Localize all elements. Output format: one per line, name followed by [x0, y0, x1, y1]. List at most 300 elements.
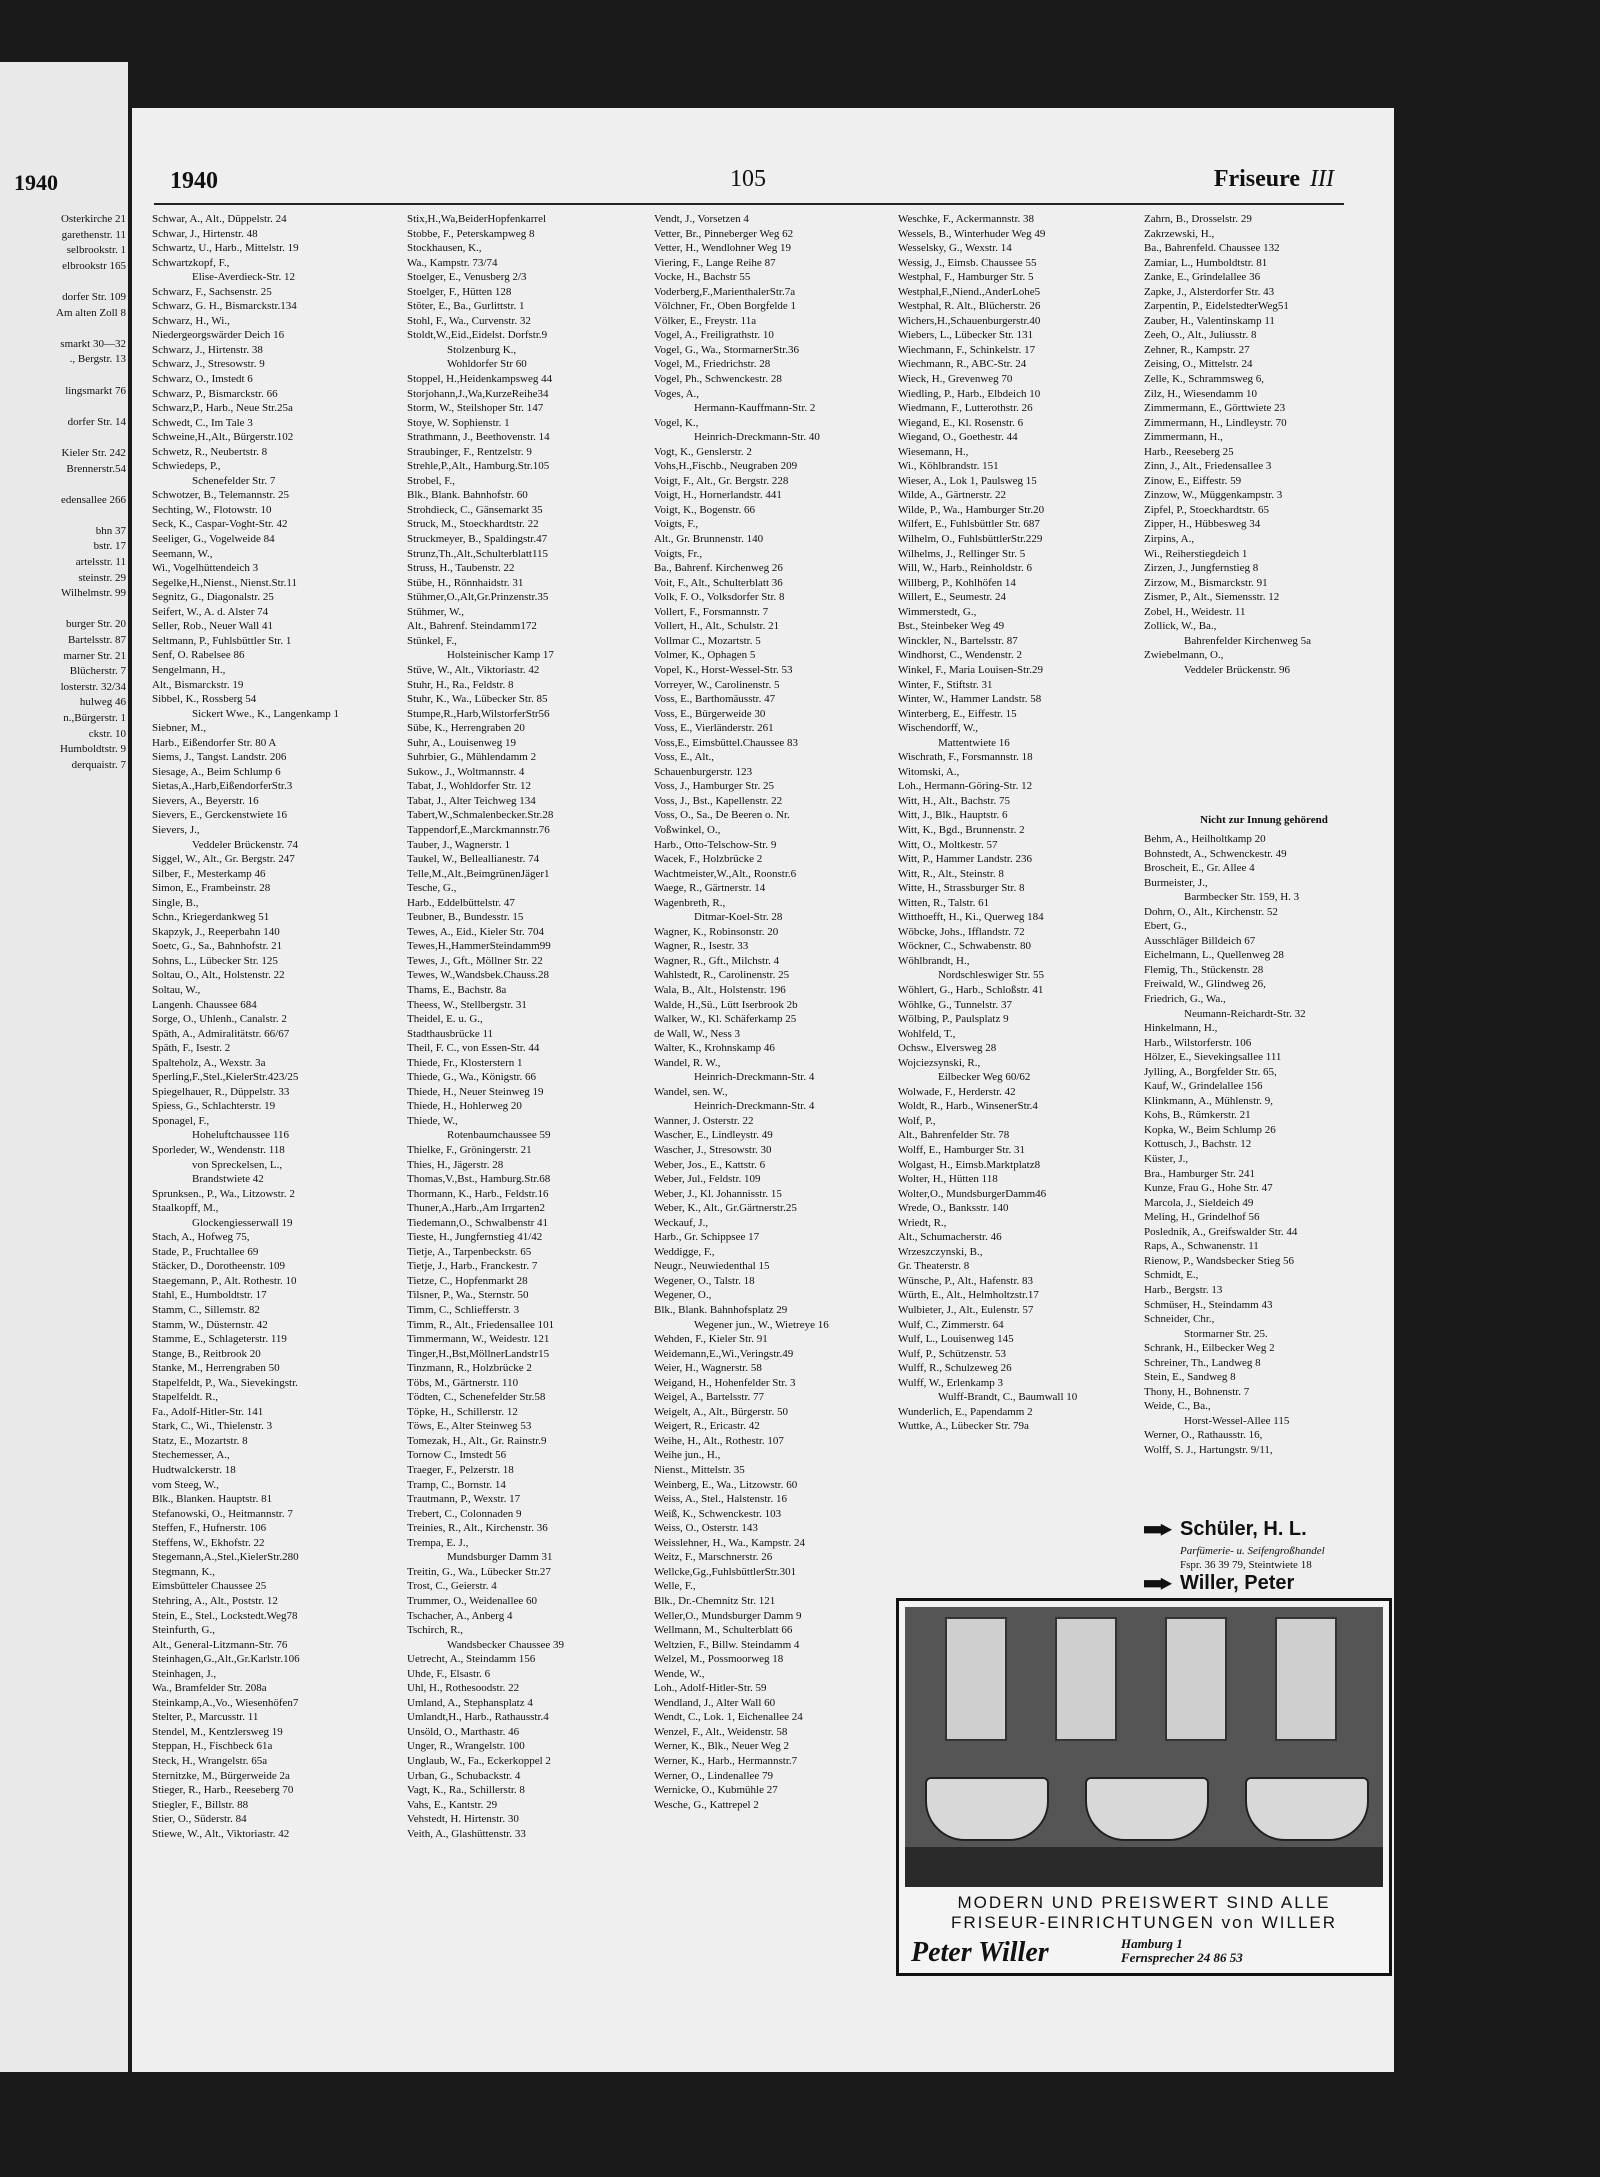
directory-entry: Behm, A., Heilholtkamp 20: [1144, 833, 1266, 845]
directory-entry: Winckler, N., Bartelsstr. 87: [898, 634, 1018, 647]
directory-entry: Eilbecker Weg 60/62: [938, 1071, 1031, 1084]
page-year: 1940: [170, 168, 218, 194]
directory-entry: Voigts, Fr.,: [654, 547, 703, 560]
directory-entry: Wiegand, O., Goethestr. 44: [898, 431, 1018, 444]
directory-entry: Thuner,A.,Harb.,Am Irrgarten2: [407, 1202, 546, 1215]
directory-entry: Weber, K., Alt., Gr.Gärtnerstr.25: [654, 1202, 797, 1215]
ad-phone: Fernsprecher 24 86 53: [1121, 1950, 1243, 1965]
directory-entry: Schwar, A., Alt., Düppelstr. 24: [152, 213, 287, 225]
directory-entry: Struss, H., Taubenstr. 22: [407, 562, 515, 575]
directory-entry: Schwarz, P., Bismarckstr. 66: [152, 387, 278, 400]
directory-entry: Stanke, M., Herrengraben 50: [152, 1362, 280, 1375]
directory-entry: Harb., Bergstr. 13: [1144, 1283, 1223, 1296]
directory-entry: Senf, O. Rabelsee 86: [152, 649, 245, 662]
directory-entry: Zinzow, W., Müggenkampstr. 3: [1144, 489, 1283, 502]
directory-entry: Tabat, J., Alter Teichweg 134: [407, 794, 536, 807]
directory-entry: Unglaub, W., Fa., Eckerkoppel 2: [407, 1754, 551, 1767]
directory-entry: Tödten, C., Schenefelder Str.58: [407, 1391, 546, 1404]
willer-name: Willer, Peter: [1180, 1572, 1295, 1594]
directory-entry: Thiede, Fr., Klosterstern 1: [407, 1056, 523, 1069]
directory-entry: Thomas,V.,Bst., Hamburg.Str.68: [407, 1173, 551, 1186]
directory-entry: Theil, F. C., von Essen-Str. 44: [407, 1042, 540, 1055]
directory-entry: Barmbecker Str. 159, H. 3: [1184, 891, 1300, 904]
directory-entry: Winter, W., Hammer Landstr. 58: [898, 693, 1042, 706]
directory-entry: Urban, G., Schubackstr. 4: [407, 1769, 521, 1782]
directory-entry: Sechting, W., Flotowstr. 10: [152, 503, 272, 516]
directory-entry: Stegmann, K.,: [152, 1565, 215, 1578]
directory-entry: Westphal,F.,Niend.,AnderLohe5: [898, 285, 1041, 298]
directory-entry: Alt., Gr. Brunnenstr. 140: [654, 533, 764, 546]
previous-page-entry: garethenstr. 11: [61, 228, 126, 241]
directory-entry: Zauber, H., Valentinskamp 11: [1144, 314, 1275, 327]
previous-page-entry: Humboldtstr. 9: [59, 743, 126, 756]
mirror-shape: [1165, 1617, 1227, 1741]
directory-entry: Wessig, J., Eimsb. Chaussee 55: [898, 256, 1037, 269]
directory-entry: Stübe, H., Rönnhaidstr. 31: [407, 576, 524, 589]
previous-page-entry: [2, 477, 126, 493]
directory-entry: Bohnstedt, A., Schwenckestr. 49: [1144, 847, 1287, 860]
directory-entry: Veith, A., Glashüttenstr. 33: [407, 1827, 526, 1840]
previous-page-entry: ., Bergstr. 13: [69, 353, 126, 366]
directory-entry: Hudtwalckerstr. 18: [152, 1464, 236, 1477]
directory-entry: Wieser, A., Lok 1, Paulsweg 15: [898, 474, 1037, 487]
directory-entry: Ba., Bahrenfeld. Chaussee 132: [1144, 242, 1280, 255]
directory-entry: Vogel, G., Wa., StormarnerStr.36: [654, 343, 800, 356]
mirror-shape: [1275, 1617, 1337, 1741]
directory-entry: Weber, J., Kl. Johannisstr. 15: [654, 1187, 782, 1200]
directory-entry: Zapke, J., Alsterdorfer Str. 43: [1144, 285, 1275, 298]
directory-entry: Stuhr, K., Wa., Lübecker Str. 85: [407, 693, 548, 706]
directory-entry: Walter, K., Krohnskamp 46: [654, 1042, 775, 1055]
directory-entry: Blk., Blank. Bahnhofstr. 60: [407, 489, 528, 502]
directory-entry: Wiesemann, H.,: [898, 445, 969, 458]
directory-entry: Stark, C., Wi., Thielenstr. 3: [152, 1420, 273, 1433]
non-guild-heading: Nicht zur Innung gehörend: [1200, 814, 1328, 826]
directory-entry: Walde, H.,Sü., Lütt Iserbrook 2b: [654, 998, 798, 1011]
directory-entry: Trautmann, P., Wexstr. 17: [407, 1493, 521, 1506]
directory-entry: Steinfurth, G.,: [152, 1624, 215, 1637]
directory-entry: Jylling, A., Borgfelder Str. 65,: [1144, 1065, 1277, 1078]
previous-page-entry: n.,Bürgerstr. 1: [63, 712, 126, 724]
directory-entry: Bahrenfelder Kirchenweg 5a: [1184, 634, 1312, 647]
directory-entry: Wohldorfer Str 60: [447, 358, 527, 371]
directory-entry: Zimmermann, H.,: [1144, 431, 1223, 444]
directory-entry: Würth, E., Alt., Helmholtzstr.17: [898, 1289, 1039, 1302]
directory-entry: Ochsw., Elversweg 28: [898, 1042, 997, 1055]
directory-entry: Wagner, R., Isestr. 33: [654, 940, 749, 953]
directory-entry: Schwarz, O., Imstedt 6: [152, 373, 253, 386]
previous-page-entry: edensallee 266: [60, 493, 126, 506]
directory-entry: Stolzenburg K.,: [447, 343, 517, 356]
directory-entry: Stünkel, F.,: [407, 634, 457, 647]
directory-entry: Will, W., Harb., Reinholdstr. 6: [898, 562, 1032, 575]
directory-entry: Stelter, P., Marcusstr. 11: [152, 1711, 259, 1724]
directory-entry: Wolff, E., Hamburger Str. 31: [898, 1144, 1026, 1156]
directory-entry: Steck, H., Wrangelstr. 65a: [152, 1754, 268, 1767]
directory-entry: Völchner, Fr., Oben Borgfelde 1: [654, 300, 797, 313]
directory-entry: Werner, O., Rathausstr. 16,: [1144, 1429, 1263, 1442]
directory-entry: Harb., Eißendorfer Str. 80 A: [152, 736, 277, 749]
directory-entry: Kohs, B., Rümkerstr. 21: [1144, 1109, 1251, 1122]
previous-page-entry: Kieler Str. 242: [61, 446, 126, 459]
directory-entry: Wagner, R., Gft., Milchstr. 4: [654, 954, 780, 967]
directory-entry: Töpke, H., Schillerstr. 12: [407, 1405, 518, 1418]
page-number: 105: [730, 166, 766, 192]
directory-entry: Willberg, P., Kohlhöfen 14: [898, 576, 1016, 589]
directory-entry: Seck, K., Caspar-Voght-Str. 42: [152, 518, 288, 531]
previous-page-entry: bhn 37: [95, 524, 126, 537]
directory-entry: Wehden, F., Kieler Str. 91: [654, 1333, 768, 1346]
directory-entry: Stier, O., Süderstr. 84: [152, 1813, 247, 1826]
directory-entry: Stockhausen, K.,: [407, 242, 482, 255]
directory-entry: Wolgast, H., Eimsb.Marktplatz8: [898, 1158, 1041, 1171]
previous-page-entry: [2, 430, 126, 446]
directory-entry: Zimmermann, H., Lindleystr. 70: [1144, 416, 1287, 429]
previous-page-entry: smarkt 30—32: [60, 337, 126, 350]
directory-entry: Tornow C., Imstedt 56: [407, 1449, 507, 1462]
directory-entry: Wichers,H.,Schauenburgerstr.40: [898, 314, 1041, 327]
wash-basin-shape: [1085, 1777, 1209, 1841]
directory-entry: Thams, E., Bachstr. 8a: [407, 983, 507, 996]
directory-entry: Wöhlke, G., Tunnelstr. 37: [898, 998, 1012, 1011]
directory-entry: Wischrath, F., Forsmannstr. 18: [898, 751, 1033, 764]
directory-entry: Zirzow, M., Bismarckstr. 91: [1144, 576, 1268, 589]
directory-entry: Stoppel, H.,Heidenkampsweg 44: [407, 373, 553, 386]
directory-entry: Harb., Eddelbüttelstr. 47: [407, 896, 515, 909]
directory-entry: Schwartzkopf, F.,: [152, 256, 230, 269]
directory-entry: Tesche, G.,: [407, 882, 457, 895]
directory-entry: Wulf, L., Louisenweg 145: [898, 1333, 1014, 1346]
previous-page-entry: selbrookstr. 1: [66, 244, 126, 257]
directory-entry: Völker, E., Freystr. 11a: [654, 314, 757, 327]
directory-entry: Welle, F.,: [654, 1580, 696, 1593]
directory-entry: Weber, Jul., Feldstr. 109: [654, 1173, 761, 1186]
directory-entry: Stäcker, D., Dorotheenstr. 109: [152, 1260, 286, 1273]
directory-entry: Wagner, K., Robinsonstr. 20: [654, 925, 779, 938]
directory-entry: Harb., Gr. Schippsee 17: [654, 1231, 760, 1244]
directory-entry: Schwedt, C., Im Tale 3: [152, 416, 253, 429]
directory-entry: Brandstwiete 42: [192, 1173, 264, 1186]
directory-entry: Tappendorf,E.,Marckmannstr.76: [407, 823, 550, 836]
directory-entry: Blk., Blank. Bahnhofsplatz 29: [654, 1304, 788, 1317]
directory-entry: Sübe, K., Herrengraben 20: [407, 722, 525, 735]
directory-entry: Meling, H., Grindelhof 56: [1144, 1211, 1260, 1224]
directory-entry: Wascher, J., Stresowstr. 30: [654, 1144, 772, 1156]
directory-entry: Töws, E., Alter Steinweg 53: [407, 1420, 532, 1433]
directory-entry: Stix,H.,Wa,BeiderHopfenkarrel: [407, 213, 547, 225]
directory-entry: Winter, F., Stiftstr. 31: [898, 678, 993, 691]
directory-entry: Tiedemann,O., Schwalbenstr 41: [407, 1216, 549, 1229]
directory-entry: Unger, R., Wrangelstr. 100: [407, 1740, 525, 1753]
directory-entry: Tewes, J., Gft., Möllner Str. 22: [407, 954, 543, 967]
directory-page: [132, 108, 1394, 2072]
directory-entry: Sponagel, F.,: [152, 1114, 210, 1127]
directory-entry: Voss, E., Vierländerstr. 261: [654, 722, 774, 735]
directory-entry: Wrede, O., Banksstr. 140: [898, 1202, 1009, 1215]
directory-entry: Traeger, F., Pelzerstr. 18: [407, 1464, 514, 1477]
directory-entry: Voss, E., Bürgerweide 30: [654, 707, 766, 720]
directory-entry: Vocke, H., Bachstr 55: [654, 271, 751, 284]
directory-entry: Voss, J., Bst., Kapellenstr. 22: [654, 794, 783, 807]
directory-entry: Taukel, W., Belleallianestr. 74: [407, 853, 540, 866]
column-5-non-guild: [1144, 832, 1384, 1458]
directory-entry: Vorreyer, W., Carolinenstr. 5: [654, 678, 780, 691]
directory-entry: Straubinger, F., Rentzelstr. 9: [407, 445, 532, 458]
directory-entry: Zirzen, J., Jungfernstieg 8: [1144, 562, 1259, 575]
directory-entry: Tabert,W.,Schmalenbecker.Str.28: [407, 809, 554, 822]
directory-entry: Suhr, A., Louisenweg 19: [407, 736, 516, 749]
directory-entry: Alt., Bismarckstr. 19: [152, 678, 244, 691]
directory-entry: Zimmermann, E., Görttwiete 23: [1144, 402, 1286, 415]
directory-entry: Windhorst, C., Wendenstr. 2: [898, 649, 1023, 662]
ad-banner-line-2: FRISEUR-EINRICHTUNGEN von WILLER: [950, 1913, 1338, 1932]
directory-entry: Tilsner, P., Wa., Sternstr. 50: [407, 1289, 529, 1302]
directory-entry: Wala, B., Alt., Holstenstr. 196: [654, 983, 786, 996]
directory-entry: Schauenburgerstr. 123: [654, 765, 753, 778]
directory-entry: Uetrecht, A., Steindamm 156: [407, 1653, 536, 1666]
directory-entry: Vagt, K., Ra., Schillerstr. 8: [407, 1784, 525, 1797]
directory-entry: Sperling,F.,Stel.,KielerStr.423/25: [152, 1071, 299, 1084]
directory-entry: Volk, F. O., Volksdorfer Str. 8: [654, 591, 785, 604]
directory-entry: Uhde, F., Elsastr. 6: [407, 1667, 491, 1680]
directory-entry: Vehstedt, H. Hirtenstr. 30: [407, 1813, 519, 1826]
directory-entry: Harb., Reeseberg 25: [1144, 445, 1234, 458]
directory-entry: Sievers, J.,: [152, 823, 200, 836]
directory-entry: Stühmer,O.,Alt,Gr.Prinzenstr.35: [407, 591, 549, 604]
directory-entry: Stohl, F., Wa., Curvenstr. 32: [407, 314, 531, 327]
directory-entry: Stiewe, W., Alt., Viktoriastr. 42: [152, 1827, 290, 1840]
header-rule: [154, 203, 1344, 205]
directory-entry: Schwarz, G. H., Bismarckstr.134: [152, 300, 297, 313]
directory-entry: Strehle,P.,Alt., Hamburg.Str.105: [407, 460, 550, 473]
directory-entry: Weinberg, E., Wa., Litzowstr. 60: [654, 1478, 798, 1491]
column-2: [407, 212, 657, 1841]
section-name: Friseure: [1213, 166, 1301, 192]
directory-entry: Langenh. Chaussee 684: [152, 998, 257, 1011]
directory-entry: Wöhlert, G., Harb., Schloßstr. 41: [898, 983, 1044, 996]
directory-entry: Witomski, A.,: [898, 765, 960, 778]
directory-entry: Simon, E., Frambeinstr. 28: [152, 882, 271, 895]
column-1: [152, 212, 402, 1841]
willer-name-row: [1144, 1572, 1384, 1598]
directory-entry: Ebert, G.,: [1144, 920, 1187, 933]
directory-entry: Soltau, O., Alt., Holstenstr. 22: [152, 969, 285, 982]
directory-entry: Stapelfeldt. R.,: [152, 1391, 218, 1404]
directory-entry: Stuhr, H., Ra., Feldstr. 8: [407, 678, 514, 691]
directory-entry: Witt, P., Hammer Landstr. 236: [898, 853, 1032, 866]
directory-entry: Spiess, G., Schlachterstr. 19: [152, 1100, 276, 1113]
directory-entry: Veddeler Brückenstr. 96: [1184, 663, 1290, 676]
directory-entry: Wünsche, P., Alt., Hafenstr. 83: [898, 1274, 1034, 1287]
directory-entry: Fa., Adolf-Hitler-Str. 141: [152, 1405, 264, 1418]
directory-entry: Seeliger, G., Vogelweide 84: [152, 533, 275, 546]
directory-entry: Single, B.,: [152, 896, 199, 909]
directory-entry: Wendland, J., Alter Wall 60: [654, 1696, 776, 1709]
directory-entry: Stach, A., Hofweg 75,: [152, 1231, 250, 1244]
directory-entry: Zollick, W., Ba.,: [1144, 620, 1217, 633]
directory-entry: Telle,M.,Alt.,BeimgrünenJäger1: [407, 867, 550, 880]
directory-entry: Schwotzer, B., Telemannstr. 25: [152, 489, 289, 502]
directory-entry: Neugr., Neuwiedenthal 15: [654, 1260, 770, 1273]
directory-entry: Werner, K., Harb., Hermannstr.7: [654, 1754, 798, 1767]
directory-entry: Tinger,H.,Bst,MöllnerLandstr15: [407, 1347, 550, 1360]
previous-page-entry: losterstr. 32/34: [60, 680, 126, 693]
directory-entry: Wrzeszczynski, B.,: [898, 1245, 983, 1258]
directory-entry: Thies, H., Jägerstr. 28: [407, 1158, 504, 1171]
directory-entry: Voigt, K., Bogenstr. 66: [654, 503, 755, 516]
directory-entry: Steinhagen, J.,: [152, 1667, 217, 1680]
directory-entry: Wolwade, F., Herderstr. 42: [898, 1085, 1016, 1098]
directory-entry: Voit, F., Alt., Schulterblatt 36: [654, 576, 783, 589]
directory-entry: Nordschleswiger Str. 55: [938, 969, 1045, 982]
directory-entry: Voss,E., Eimsbüttel.Chaussee 83: [654, 736, 799, 749]
directory-entry: Küster, J.,: [1144, 1153, 1189, 1166]
directory-entry: Soltau, W.,: [152, 983, 201, 996]
directory-entry: Thiede, W.,: [407, 1114, 458, 1127]
directory-entry: Staegemann, P., Alt. Rothestr. 10: [152, 1274, 297, 1287]
directory-entry: Wegener, O., Talstr. 18: [654, 1274, 755, 1287]
directory-entry: Suhrbier, G., Mühlendamm 2: [407, 751, 537, 764]
directory-entry: Silber, F., Mesterkamp 46: [152, 867, 266, 880]
directory-entry: Zakrzewski, H.,: [1144, 227, 1215, 240]
directory-entry: Schrank, H., Eilbecker Weg 2: [1144, 1342, 1275, 1355]
directory-entry: Winkel, F., Maria Louisen-Str.29: [898, 663, 1044, 676]
directory-entry: Soetc, G., Sa., Bahnhofstr. 21: [152, 940, 283, 953]
directory-entry: Alt., Schumacherstr. 46: [898, 1231, 1002, 1244]
directory-entry: Stoldt,W.,Eid.,Eidelst. Dorfstr.9: [407, 329, 548, 342]
directory-entry: Siggel, W., Alt., Gr. Bergstr. 247: [152, 853, 295, 866]
directory-entry: Kopka, W., Beim Schlump 26: [1144, 1123, 1276, 1136]
directory-entry: Weidemann,E.,Wi.,Veringstr.49: [654, 1347, 794, 1360]
directory-entry: Voigt, F., Alt., Gr. Bergstr. 228: [654, 474, 789, 487]
directory-entry: Storjohann,J.,Wa,KurzeReihe34: [407, 387, 549, 400]
previous-page-entry: [2, 274, 126, 290]
directory-entry: Witt, J., Blk., Hauptstr. 6: [898, 809, 1008, 822]
pointing-hand-icon: [1144, 1578, 1172, 1590]
directory-entry: Weiss, O., Osterstr. 143: [654, 1522, 758, 1535]
directory-entry: Stobbe, F., Peterskampweg 8: [407, 227, 535, 240]
directory-entry: Ba., Bahrenf. Kirchenweg 26: [654, 562, 783, 575]
directory-entry: Bst., Steinbeker Weg 49: [898, 620, 1005, 633]
directory-entry: Wiegand, E., Kl. Rosenstr. 6: [898, 416, 1024, 429]
directory-entry: Thiede, G., Wa., Königstr. 66: [407, 1071, 537, 1084]
directory-entry: Töbs, M., Gärtnerstr. 110: [407, 1376, 519, 1389]
directory-entry: Stein, E., Stel., Lockstedt.Weg78: [152, 1609, 298, 1622]
directory-entry: Dohrn, O., Alt., Kirchenstr. 52: [1144, 905, 1278, 918]
directory-entry: Siesage, A., Beim Schlump 6: [152, 765, 281, 778]
directory-entry: Hermann-Kauffmann-Str. 2: [694, 402, 816, 415]
directory-entry: Stahl, E., Humboldtstr. 17: [152, 1289, 267, 1302]
directory-entry: Voßwinkel, O.,: [654, 823, 721, 836]
directory-entry: Hoheluftchaussee 116: [192, 1129, 290, 1142]
directory-entry: Wohlfeld, T.,: [898, 1027, 956, 1040]
directory-entry: Wuttke, A., Lübecker Str. 79a: [898, 1420, 1029, 1433]
directory-entry: Viering, F., Lange Reihe 87: [654, 256, 776, 269]
directory-entry: Sohns, L., Lübecker Str. 125: [152, 954, 278, 967]
directory-entry: Zinow, E., Eiffestr. 59: [1144, 474, 1242, 487]
directory-entry: Schreiner, Th., Landweg 8: [1144, 1356, 1261, 1369]
directory-entry: Stamme, E., Schlageterstr. 119: [152, 1333, 287, 1346]
directory-entry: Sprunksen., P., Wa., Litzowstr. 2: [152, 1187, 295, 1200]
previous-page-entry: Osterkirche 21: [60, 213, 126, 225]
directory-entry: Zeising, O., Mittelstr. 24: [1144, 358, 1253, 371]
directory-entry: Wiedling, P., Harb., Elbdeich 10: [898, 387, 1041, 400]
directory-entry: Schwetz, R., Neubertstr. 8: [152, 445, 268, 458]
directory-entry: Wiechmann, F., Schinkelstr. 17: [898, 343, 1036, 356]
directory-entry: Tramp, C., Bornstr. 14: [407, 1478, 506, 1491]
directory-entry: Zilz, H., Wiesendamm 10: [1144, 387, 1257, 400]
directory-entry: Tieste, H., Jungfernstieg 41/42: [407, 1231, 543, 1244]
directory-entry: Wöckner, C., Schwabenstr. 80: [898, 940, 1032, 953]
directory-entry: Wulf, C., Zimmerstr. 64: [898, 1318, 1004, 1331]
directory-entry: Treinies, R., Alt., Kirchenstr. 36: [407, 1522, 548, 1535]
directory-entry: Wulff-Brandt, C., Baumwall 10: [938, 1391, 1078, 1404]
directory-entry: Weitz, F., Marschnerstr. 26: [654, 1551, 773, 1564]
directory-entry: Schmüser, H., Steindamm 43: [1144, 1298, 1273, 1311]
section-numeral: III: [1310, 166, 1334, 192]
directory-entry: Steppan, H., Fischbeck 61a: [152, 1740, 273, 1753]
directory-entry: Stamm, C., Sillemstr. 82: [152, 1304, 260, 1317]
directory-entry: Sievers, A., Beyerstr. 16: [152, 794, 259, 807]
directory-entry: Stapelfeldt, P., Wa., Sievekingstr.: [152, 1376, 298, 1389]
directory-entry: Zwiebelmann, O.,: [1144, 649, 1224, 662]
directory-entry: Tietze, C., Hopfenmarkt 28: [407, 1274, 528, 1287]
directory-entry: Winterberg, E., Eiffestr. 15: [898, 707, 1017, 720]
directory-entry: Heinrich-Dreckmann-Str. 40: [694, 431, 820, 444]
directory-entry: Schwarz, H., Wi.,: [152, 314, 230, 327]
directory-entry: Rienow, P., Wandsbecker Stieg 56: [1144, 1254, 1295, 1267]
directory-entry: Steinhagen,G.,Alt.,Gr.Karlstr.106: [152, 1653, 300, 1666]
directory-entry: Treitin, G., Wa., Lübecker Str.27: [407, 1565, 551, 1578]
directory-entry: Weckauf, J.,: [654, 1216, 709, 1229]
directory-entry: Wascher, E., Lindleystr. 49: [654, 1129, 773, 1142]
directory-entry: Thielke, F., Gröningerstr. 21: [407, 1144, 532, 1156]
previous-page-entry: [2, 368, 126, 384]
directory-entry: Stoelger, F., Hütten 128: [407, 285, 512, 298]
directory-entry: Thormann, K., Harb., Feldstr.16: [407, 1187, 549, 1200]
previous-page-entry: Wilhelmstr. 99: [61, 587, 126, 600]
directory-entry: Wi., Reiherstiegdeich 1: [1144, 547, 1248, 560]
directory-entry: Steinkamp,A.,Vo., Wiesenhöfen7: [152, 1696, 299, 1709]
directory-entry: Wendt, C., Lok. 1, Eichenallee 24: [654, 1711, 803, 1724]
directory-entry: Weiss, A., Stel., Halstenstr. 16: [654, 1493, 787, 1506]
directory-entry: Sievers, E., Gerckenstwiete 16: [152, 809, 288, 822]
directory-entry: Voss, O., Sa., De Beeren o. Nr.: [654, 809, 790, 822]
directory-entry: Weddigge, F.,: [654, 1245, 715, 1258]
directory-entry: Loh., Adolf-Hitler-Str. 59: [654, 1682, 767, 1695]
directory-entry: Vollmar C., Mozartstr. 5: [654, 634, 761, 647]
previous-page-year: 1940: [14, 170, 58, 195]
schueler-contact: Fspr. 36 39 79, Steintwiete 18: [1180, 1559, 1312, 1571]
previous-page-entry: [2, 602, 126, 618]
previous-page-entry: marner Str. 21: [63, 649, 126, 662]
directory-entry: Zirpins, A.,: [1144, 533, 1195, 546]
directory-entry: Schwarz, F., Sachsenstr. 25: [152, 285, 272, 298]
directory-entry: Hölzer, E., Sievekingsallee 111: [1144, 1051, 1282, 1064]
willer-advertisement: [896, 1598, 1392, 1976]
directory-entry: Wulbieter, J., Alt., Eulenstr. 57: [898, 1304, 1034, 1317]
directory-entry: Tewes, W.,Wandsbek.Chauss.28: [407, 969, 549, 982]
section-title: [1214, 166, 1334, 193]
directory-entry: Mattentwiete 16: [938, 736, 1010, 749]
directory-entry: Vetter, Br., Pinneberger Weg 62: [654, 227, 794, 240]
directory-entry: Schwarz, J., Stresowstr. 9: [152, 358, 265, 371]
directory-entry: Wulf, P., Schützenstr. 53: [898, 1347, 1007, 1360]
previous-page-entry: dorfer Str. 109: [62, 290, 126, 303]
directory-entry: Schmidt, E.,: [1144, 1269, 1199, 1282]
directory-entry: Wieck, H., Grevenweg 70: [898, 373, 1013, 386]
previous-page-entry: [2, 508, 126, 524]
